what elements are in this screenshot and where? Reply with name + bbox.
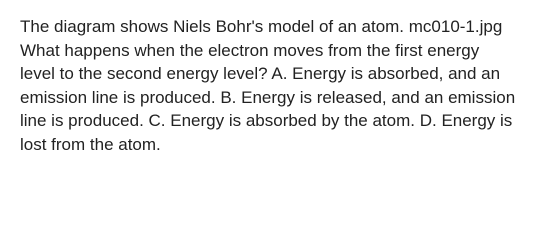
question-line: What happens when the electron moves from the first energy: [20, 40, 480, 60]
question-line: line is produced. C. Energy is absorbed by the atom. D. Energy is: [20, 111, 513, 131]
question-line: The diagram shows Niels Bohr's model of an atom. mc010-1.jpg: [20, 17, 503, 36]
question-line: lost from the atom.: [20, 134, 161, 154]
question-line: level to the second energy level? A. Energy is absorbed, and an: [20, 64, 501, 84]
question-line: emission line is produced. B. Energy is released, and an emission: [20, 87, 516, 107]
question-text: [20, 15, 550, 157]
